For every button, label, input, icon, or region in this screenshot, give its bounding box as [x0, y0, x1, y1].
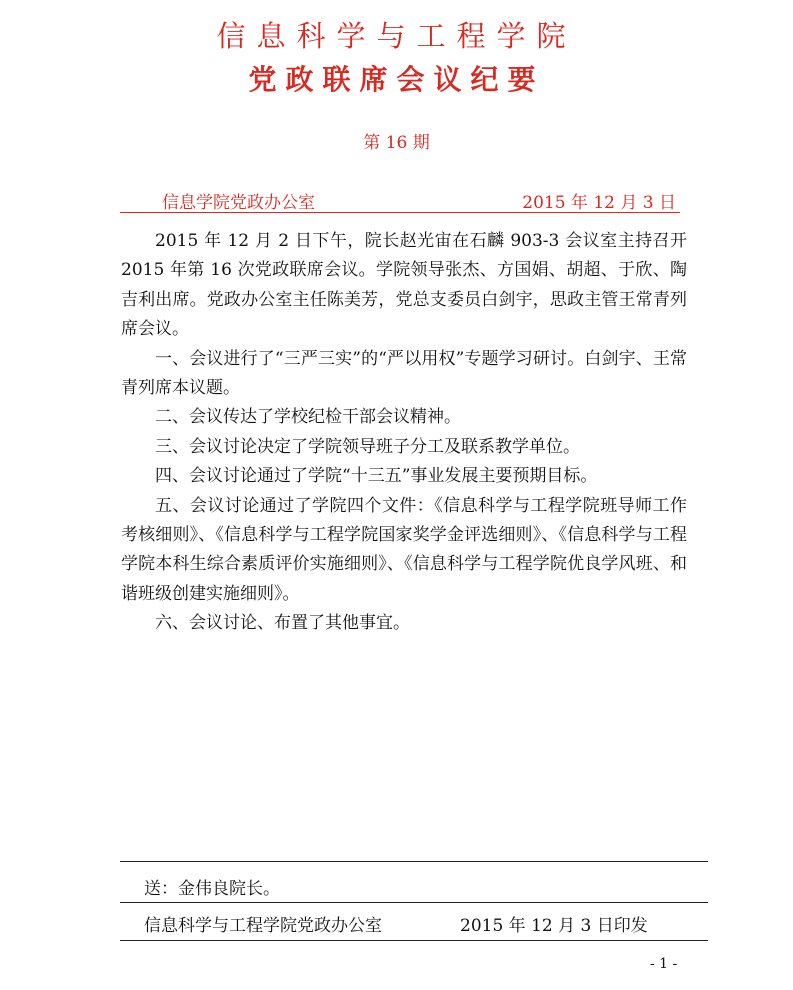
- footer-divider-top: [120, 861, 708, 862]
- distribution-line: 送：金伟良院长。: [144, 879, 280, 899]
- body-paragraph: 四、会议讨论通过了学院“十三五”事业发展主要预期目标。: [155, 466, 598, 487]
- body-paragraph: 三、会议讨论决定了学院领导班子分工及联系教学单位。: [155, 436, 580, 457]
- footer-divider-bottom: [120, 940, 708, 941]
- issue-number: 第 16 期: [363, 133, 430, 153]
- org-title: 信息科学与工程学院: [216, 19, 577, 53]
- header-date: 2015 年 12 月 3 日: [522, 193, 676, 213]
- document-title: 党政联席会议纪要: [248, 63, 545, 96]
- issuing-office: 信息学院党政办公室: [162, 193, 315, 213]
- page-number: - 1 -: [650, 956, 678, 972]
- issuer-line: [144, 911, 684, 936]
- document-body: [121, 227, 687, 639]
- body-paragraph: 一、会议进行了“三严三实”的“严以用权”专题学习研讨。白剑宇、王常青列席本议题。: [121, 348, 687, 399]
- issue-date: 2015 年 12 月 3 日印发: [460, 916, 648, 936]
- body-paragraph: 五、会议讨论通过了学院四个文件：《信息科学与工程学院班导师工作考核细则》、《信息科学与工程学院国家奖学金评选细则》、《信息科学与工程学院本科生综合素质评价实施细则》、《信息科学与工程学院优良学风班、和谐班级创建实施细则》。: [121, 495, 687, 604]
- body-paragraph: 二、会议传达了学校纪检干部会议精神。: [155, 407, 461, 428]
- footer-divider-middle: [120, 902, 708, 903]
- body-paragraph: 六、会议讨论、布置了其他事宜。: [155, 613, 410, 634]
- header-meta-line: [120, 188, 680, 213]
- body-paragraph: 2015 年 12 月 2 日下午，院长赵光宙在石麟 903-3 会议室主持召开 2015 年第 16 次党政联席会议。学院领导张杰、方国娟、胡超、于欣、陶吉利出席。党政办公室主任陈美芳，党总支委员白剑宇，思政主管王常青列席会议。: [121, 231, 687, 340]
- issuer-name: 信息科学与工程学院党政办公室: [144, 916, 382, 936]
